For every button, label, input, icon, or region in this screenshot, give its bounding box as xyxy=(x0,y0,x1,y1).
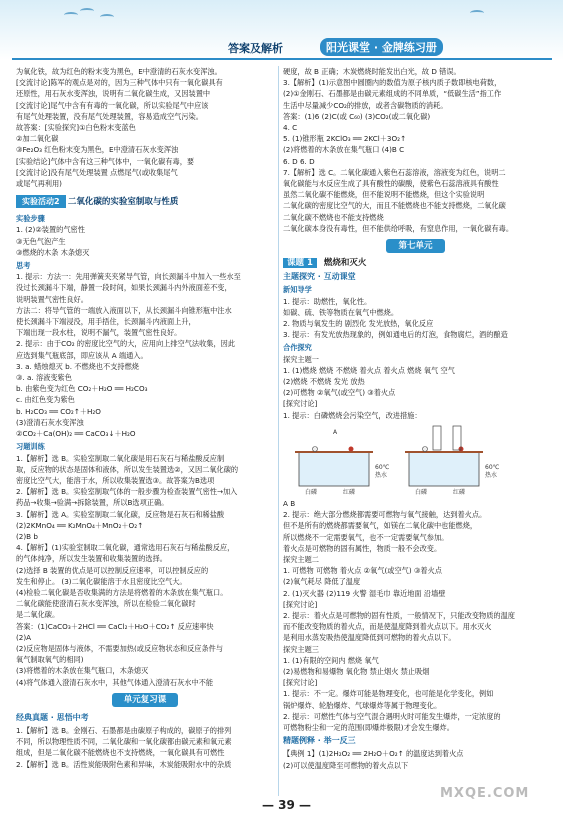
answer-line: 2. 提示：由于CO₂ 的密度比空气的大，应用向上排空气法收集，因此 xyxy=(16,339,236,349)
subheading-coop: 合作探究 xyxy=(283,343,312,353)
answer-line: 1. 提示：助燃性，氧化性。 xyxy=(283,296,372,306)
header-subtitle: 阳光课堂 · 金牌练习册 xyxy=(320,38,443,56)
answer-line: ③燃烧的木条 木条熄灭 xyxy=(16,247,90,257)
answer-line: 二氧化碳的密度比空气的大，而且不能燃烧也不能支持燃烧，二氧化碳 xyxy=(283,201,506,211)
answer-line: ③Fe₂O₃ 红色粉末变为黑色，E中澄清石灰水变浑浊 xyxy=(16,145,179,155)
experiment-figure xyxy=(293,424,513,496)
lesson-title: 燃烧和灭火 xyxy=(323,258,367,269)
answer-line: 虽然二氧化碳不能燃烧，但不能说明不能燃烧，但这个实验说明 xyxy=(283,190,485,200)
answer-line: ②CO₂＋Ca(OH)₂ ══ CaCO₃↓＋H₂O xyxy=(16,429,136,439)
section-title: 二氧化碳的实验室制取与性质 xyxy=(67,197,179,208)
answer-line: (2)B b xyxy=(16,531,38,541)
answer-line: 2. 提示：可燃性气体与空气混合遇明火时可能发生爆炸，一定浓度的 xyxy=(283,711,501,721)
answer-line: 发生和停止。 (3)二氧化碳能溶于水且密度比空气大。 xyxy=(16,576,187,586)
answer-line: 3. a. 蜡烛熄灭 b. 不燃烧也不支持燃烧 xyxy=(16,361,139,371)
answer-line: 而不能改变物质的着火点，而是使温度降到着火点以下。用水灭火 xyxy=(283,622,492,632)
answer-line: (2)将燃着的木条放在集气瓶口 (4)B C xyxy=(283,145,405,155)
answer-line: 不同，所以物理性质不同，二氧化碳和一氧化碳都由碳元素和氧元素 xyxy=(16,737,232,747)
answer-line: [交流讨论]尾气中含有有毒的一氧化碳，所以实验尾气中应该 xyxy=(16,100,209,110)
answer-line: 故答案：[实验探究]①白色粉末变蓝色 xyxy=(16,123,136,133)
answer-line: b. 由紫色变为红色 CO₂＋H₂O ══ H₂CO₃ xyxy=(16,384,148,394)
answer-line: 2.【解析】选 B。活性炭能吸附色素和异味，木炭能吸附水中的杂质 xyxy=(16,759,232,769)
svg-text:热水: 热水 xyxy=(485,471,498,479)
unit-heading xyxy=(283,239,548,253)
answer-line: 二氧化碳不燃烧也不能支持燃烧 xyxy=(283,212,384,222)
answer-line: [交流讨论]陈军的观点是对的，因为三种气体中只有一氧化碳具有 xyxy=(16,78,223,88)
answer-line: 是利用水蒸发吸热使温度降低到可燃物的着火点以下。 xyxy=(283,633,456,643)
answer-line: 生活中尽量减少CO₂的排放，或者含碳物质的消耗。 xyxy=(283,100,448,110)
answer-line: 1.【解析】选 B。实验室制取二氧化碳是用石灰石与稀盐酸反应制 xyxy=(16,453,225,463)
answer-line: 二氧化碳本身没有毒性，但不能供给呼吸，有窒息作用，一氧化碳有毒。 xyxy=(283,223,514,233)
answer-line: ③无色气泡产生 xyxy=(16,236,66,246)
figure-caption: A B xyxy=(283,498,296,508)
answer-line: 氧气制取氧气的相同) xyxy=(16,655,84,665)
unit-title: 第七单元 xyxy=(386,239,444,253)
answer-block-b xyxy=(16,224,274,258)
answer-line: 答案：(1)CaCO₃＋2HCl ══ CaCl₂＋H₂O＋CO₂↑ 反应速率快 xyxy=(16,621,214,631)
answer-line: 或尾气再利用) xyxy=(16,179,62,189)
answer-line: ②加二氧化碳 xyxy=(16,134,59,144)
answer-line: (2)选择 B 装置的优点是可以控制反应速率，可以控制反应的 xyxy=(16,565,209,575)
answer-line: (2)2KMnO₄ ══ K₂MnO₄＋MnO₂＋O₂↑ xyxy=(16,520,144,530)
answer-line: (2)A xyxy=(16,632,32,642)
answer-line: 探究主题二 xyxy=(283,554,319,564)
answer-line: 药品→收集→验满→拆除装置，所以B选项正确。 xyxy=(16,498,169,508)
band-heading: 经典真题 · 思悟中考 xyxy=(16,712,89,722)
answer-line: [实验结论]气体中含有这三种气体中，一氧化碳有毒，要 xyxy=(16,156,195,166)
answer-line: 氧化碳能与水反应生成了具有酸性的碳酸，使紫色石蕊溶液具有酸性 xyxy=(283,179,499,189)
answer-line: 二氧化碳能使澄清石灰水变浑浊，所以在检验二氧化碳时 xyxy=(16,599,196,609)
svg-text:白磷: 白磷 xyxy=(305,488,318,496)
band-heading: 精题例释 · 举一反三 xyxy=(283,736,356,746)
answer-line: 硬度，故 B 正确；木炭燃烧时能发出白光，故 D 错误。 xyxy=(283,67,461,76)
answer-line: 【典例 1】(1)2H₂O₂ ══ 2H₂O＋O₂↑ 的温度达到着火点 xyxy=(283,749,464,759)
answer-line: 7.【解析】选 C。二氧化碳通入紫色石蕊溶液，溶液变为红色，说明二 xyxy=(283,167,506,177)
answer-line: (3)澄清石灰水变浑浊 xyxy=(16,417,84,427)
answer-line: (4)将气体通入澄清石灰水中，其他气体通入澄清石灰水中不能 xyxy=(16,677,214,687)
answer-line: b. H₂CO₃ ══ CO₂↑＋H₂O xyxy=(16,406,101,416)
page-number: — 39 — xyxy=(262,798,312,812)
answer-line: 2. (1)灭火器 (2)119 火警 湿毛巾 靠近地面 沿墙壁 xyxy=(283,588,446,598)
right-column xyxy=(283,66,548,771)
answer-line: 3.【解析】(1)示意图中圆圈内的数值为原子核内质子数即核电荷数， xyxy=(283,78,502,88)
answer-block-e xyxy=(16,725,274,770)
answer-line: 5. (1)锥形瓶 2KClO₃ ══ 2KCl＋3O₂↑ xyxy=(283,134,407,144)
subheading-steps: 实验步骤 xyxy=(16,214,45,224)
svg-text:60℃: 60℃ xyxy=(485,463,500,471)
review-heading xyxy=(16,693,274,707)
page-header xyxy=(0,0,563,60)
section-heading xyxy=(16,189,274,211)
answer-line: [交流讨论]没有尾气处理装置 点燃尾气(或收集尾气 xyxy=(16,167,178,177)
bird-icon xyxy=(100,14,114,20)
answer-line: 探究主题一 xyxy=(283,354,319,364)
column-divider xyxy=(278,66,279,796)
answer-line: 3.【解析】选 A。实验室制取二氧化碳，反应物是石灰石和稀盐酸 xyxy=(16,509,225,519)
answer-line: 组成，但是二氧化碳不能燃烧也不支持燃烧，一氧化碳具有可燃性 xyxy=(16,748,225,758)
subheading-practice: 习题训练 xyxy=(16,442,45,452)
svg-text:60℃: 60℃ xyxy=(375,463,390,471)
answer-line: 1. 提示：方法一：先用弹簧夹夹紧导气管，向长颈漏斗中加入一些水至 xyxy=(16,272,241,282)
band-heading: 主题探究 · 互动课堂 xyxy=(283,272,356,282)
section-tag: 实验活动2 xyxy=(16,195,66,208)
answer-line: 取，反应物的状态是固体和液体，所以发生装置选②，又因二氧化碳的 xyxy=(16,464,239,474)
subheading-new: 新知导学 xyxy=(283,285,312,295)
left-column xyxy=(16,66,274,770)
svg-text:热水: 热水 xyxy=(375,471,388,479)
answer-block-d xyxy=(16,453,274,688)
answer-line: 还原性，用石灰水变浑浊，说明有二氧化碳生成，又因装置中 xyxy=(16,89,211,99)
answer-line: 但不是所有的燃烧都需要氧气，如镁在二氧化碳中也能燃烧， xyxy=(283,521,478,531)
answer-line: 4.【解析】(1)实验室制取二氧化碳，通常选用石灰石与稀盐酸反应， xyxy=(16,543,235,553)
answer-line: 1. (1)有限的空间内 燃烧 氧气 xyxy=(283,655,379,665)
answer-line: 没过长颈漏斗下端，静置一段时间，如果长颈漏斗内外液面差不变， xyxy=(16,283,232,293)
answer-line: [探究讨论] xyxy=(283,599,318,609)
svg-text:白磷: 白磷 xyxy=(415,488,428,496)
lesson-tag: 课题 1 xyxy=(283,258,317,268)
answer-line: 1. (2)②装置的气密性 xyxy=(16,225,85,235)
svg-text:红磷: 红磷 xyxy=(453,488,466,496)
lesson-heading xyxy=(283,258,548,269)
answer-line: 密度比空气大，能溶于水，所以收集装置选③。故答案为B选项 xyxy=(16,475,215,485)
answer-line: 为氧化铁，故为红色的粉末变为黑色，E中澄清的石灰水变浑浊。 xyxy=(16,67,222,76)
answer-line: 所以燃烧不一定需要氧气，也不一定需要氧气参加。 xyxy=(283,532,449,542)
answer-line: 2. 提示：着火点是可燃物的固有性质，一般情况下，只能改变物质的温度 xyxy=(283,610,515,620)
answer-line: ③. a. 溶液变紫色 xyxy=(16,373,72,383)
answer-line: [探究讨论] xyxy=(283,678,318,688)
answer-line: 如碳、硫、铁等物质在氧气中燃烧。 xyxy=(283,307,399,317)
answer-line: (2)燃烧 不燃烧 发光 放热 xyxy=(283,377,365,387)
answer-line: 是二氧化碳。 xyxy=(16,610,60,620)
header-rule xyxy=(12,58,552,60)
answer-line: 说明装置气密性良好。 xyxy=(16,294,88,304)
answer-block-a xyxy=(283,66,548,234)
answer-line: c. 由红色变为紫色 xyxy=(16,395,75,405)
answer-block-b xyxy=(283,296,548,341)
answer-block-a xyxy=(16,66,274,189)
answer-line: 3. 提示：有发光放热现象的，例如通电后的灯泡，食物腐烂，酒的酿造 xyxy=(283,330,508,340)
answer-line: (2)反应物是固体与液体，不需要加热(或反应物状态和反应条件与 xyxy=(16,643,224,653)
answer-line: 1. (1)燃烧 燃烧 不燃烧 着火点 着火点 燃烧 氧气 空气 xyxy=(283,365,455,375)
svg-text:A: A xyxy=(333,428,338,436)
answer-line: (2)①金刚石、石墨都是由碳元素组成的不同单质，“低碳生活”指工作 xyxy=(283,89,502,99)
answer-line: 2.【解析】选 B。实验室制取气体的一般步骤为检查装置气密性→加入 xyxy=(16,487,238,497)
answer-line: 探究主题三 xyxy=(283,644,319,654)
answer-line: (4)检验二氧化碳是否收集满的方法是将燃着的木条放在集气瓶口。 xyxy=(16,587,228,597)
answer-line: 6. D 6. D xyxy=(283,156,315,166)
review-title: 单元复习课 xyxy=(112,693,179,707)
answer-line: 着火点是可燃物的固有属性，物质一般不会改变。 xyxy=(283,543,442,553)
answer-line: 使长颈漏斗下端浸没，用手捂住，长颈漏斗内液面上升， xyxy=(16,317,196,327)
svg-text:红磷: 红磷 xyxy=(343,488,356,496)
answer-line: 2. 物质与氧发生的 剧烈化 发光放热，氧化反应 xyxy=(283,319,434,329)
answer-line: 可燃物粉尘和一定的范围(即爆炸极限)才会发生爆炸。 xyxy=(283,722,454,732)
answer-line: 1. 可燃物 可燃物 着火点 ②氧气(或空气) ③着火点 xyxy=(283,566,442,576)
answer-line: 方法二：将导气管的一端放入液面以下，从长颈漏斗向锥形瓶中注水 xyxy=(16,305,232,315)
answer-line: [探究讨论] xyxy=(283,399,318,409)
answer-line: 下端出现一段水柱，说明不漏气，装置气密性良好。 xyxy=(16,328,182,338)
answer-line: 锅炉爆炸、轮胎爆炸、气球爆炸等属于物理变化。 xyxy=(283,700,442,710)
answer-line: (2)氧气耗尽 降低了温度 xyxy=(283,577,361,587)
answer-line: (2)可以使温度降至可燃物的着火点以下 xyxy=(283,760,409,770)
answer-line: 2. 提示：绝大部分燃烧都需要可燃物与氧气接触，达到着火点。 xyxy=(283,510,487,520)
answer-line: 应选到集气瓶底部，即应该从 A 端通入。 xyxy=(16,350,148,360)
bird-icon xyxy=(470,10,484,16)
answer-line: (2)可燃物 ②氧气(或空气) ③着火点 xyxy=(283,388,396,398)
answer-line: 1.【解析】选 B。金刚石、石墨都是由碳原子构成的，碳原子的排列 xyxy=(16,725,232,735)
bird-icon xyxy=(64,12,78,18)
answer-line: 4. C xyxy=(283,123,298,133)
answer-block-d xyxy=(283,748,548,770)
answer-line: 1. 提示：不一定。爆炸可能是物理变化，也可能是化学变化，例如 xyxy=(283,689,494,699)
answer-line: (3)将燃着的木条放在集气瓶口，木条熄灭 xyxy=(16,666,149,676)
answer-line: 的气体纯净，所以发生装置和收集装置的选择。 xyxy=(16,554,167,564)
answer-line: 答案：(1)6 (2)C(或 C₆₀) (3)CO₂(或二氧化碳) xyxy=(283,111,431,121)
watermark: MXQE.COM xyxy=(440,786,530,801)
answer-block-c xyxy=(283,354,548,733)
bird-icon xyxy=(80,8,94,14)
answer-block-c xyxy=(16,271,274,439)
header-title: 答案及解析 xyxy=(228,42,283,55)
answer-line: 1. 提示：白磷燃烧会污染空气，改进措施： xyxy=(283,410,422,420)
answer-line: 有尾气处理装置，没有尾气处理装置，容易造成空气污染。 xyxy=(16,111,203,121)
subheading-think: 思考 xyxy=(16,261,31,271)
answer-line: (2)易燃物和易爆物 氧化物 禁止烟火 禁止吸烟 xyxy=(283,666,430,676)
